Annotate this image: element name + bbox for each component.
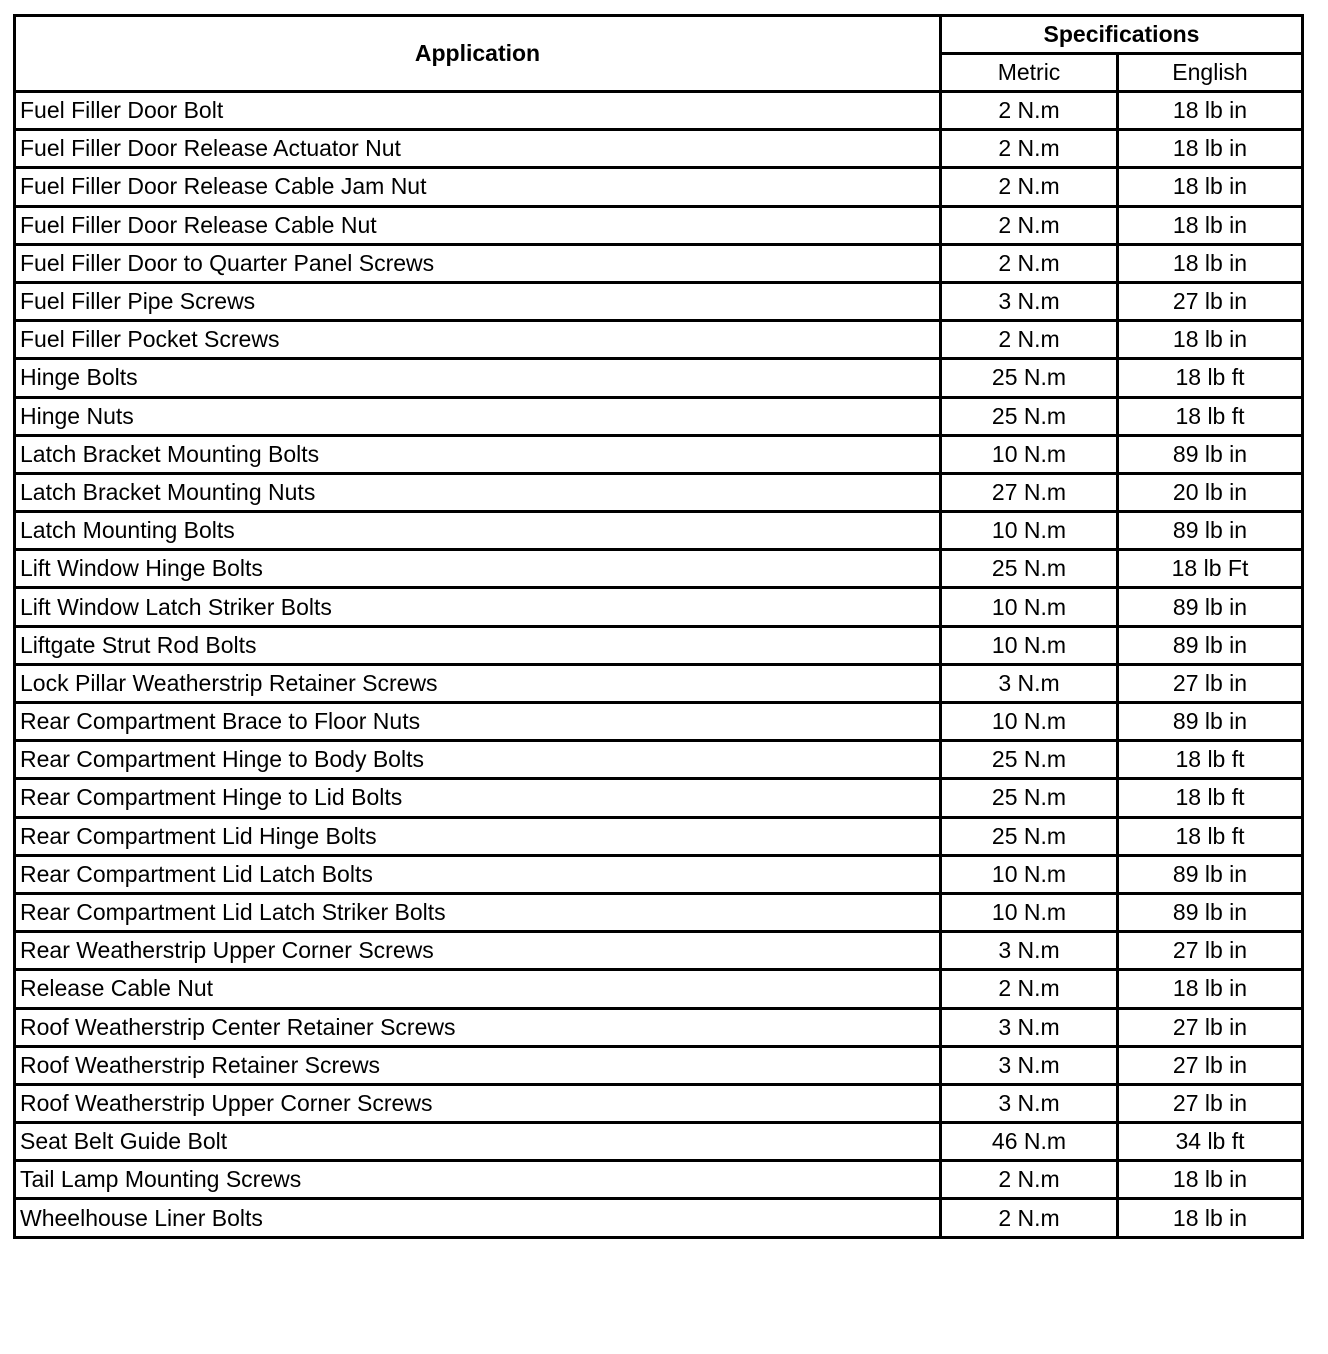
metric-cell: 2 N.m [941, 130, 1118, 168]
table-row [15, 1161, 1303, 1199]
metric-cell: 10 N.m [941, 626, 1118, 664]
table-row [15, 435, 1303, 473]
application-cell: Rear Compartment Hinge to Body Bolts [15, 741, 941, 779]
table-row [15, 741, 1303, 779]
application-cell: Lift Window Hinge Bolts [15, 550, 941, 588]
metric-cell: 3 N.m [941, 282, 1118, 320]
application-cell: Lift Window Latch Striker Bolts [15, 588, 941, 626]
application-cell: Roof Weatherstrip Retainer Screws [15, 1046, 941, 1084]
english-cell: 18 lb ft [1118, 359, 1303, 397]
fastener-spec-table [13, 14, 1304, 1239]
metric-cell: 2 N.m [941, 92, 1118, 130]
application-cell: Fuel Filler Door Release Cable Nut [15, 206, 941, 244]
english-cell: 27 lb in [1118, 1008, 1303, 1046]
header-english: English [1118, 54, 1303, 92]
metric-cell: 2 N.m [941, 1199, 1118, 1237]
metric-cell: 25 N.m [941, 779, 1118, 817]
application-cell: Tail Lamp Mounting Screws [15, 1161, 941, 1199]
english-cell: 18 lb in [1118, 168, 1303, 206]
english-cell: 27 lb in [1118, 282, 1303, 320]
application-cell: Rear Compartment Hinge to Lid Bolts [15, 779, 941, 817]
table-body [15, 92, 1303, 1238]
table-row [15, 397, 1303, 435]
header-application: Application [15, 16, 941, 92]
application-cell: Wheelhouse Liner Bolts [15, 1199, 941, 1237]
application-cell: Rear Compartment Lid Hinge Bolts [15, 817, 941, 855]
metric-cell: 2 N.m [941, 244, 1118, 282]
english-cell: 89 lb in [1118, 435, 1303, 473]
application-cell: Roof Weatherstrip Upper Corner Screws [15, 1084, 941, 1122]
metric-cell: 2 N.m [941, 321, 1118, 359]
metric-cell: 27 N.m [941, 473, 1118, 511]
table-row [15, 1123, 1303, 1161]
metric-cell: 3 N.m [941, 1084, 1118, 1122]
english-cell: 18 lb Ft [1118, 550, 1303, 588]
application-cell: Fuel Filler Door Bolt [15, 92, 941, 130]
table-row [15, 244, 1303, 282]
english-cell: 27 lb in [1118, 664, 1303, 702]
application-cell: Fuel Filler Pipe Screws [15, 282, 941, 320]
table-row [15, 932, 1303, 970]
english-cell: 18 lb in [1118, 92, 1303, 130]
header-row-top [15, 16, 1303, 54]
english-cell: 18 lb in [1118, 206, 1303, 244]
english-cell: 18 lb in [1118, 321, 1303, 359]
table-row [15, 282, 1303, 320]
table-row [15, 512, 1303, 550]
metric-cell: 25 N.m [941, 817, 1118, 855]
application-cell: Latch Bracket Mounting Bolts [15, 435, 941, 473]
table-row [15, 1084, 1303, 1122]
english-cell: 18 lb in [1118, 970, 1303, 1008]
header-specifications: Specifications [941, 16, 1303, 54]
application-cell: Liftgate Strut Rod Bolts [15, 626, 941, 664]
metric-cell: 3 N.m [941, 1046, 1118, 1084]
table-header [15, 16, 1303, 92]
metric-cell: 25 N.m [941, 550, 1118, 588]
table-row [15, 550, 1303, 588]
metric-cell: 10 N.m [941, 855, 1118, 893]
english-cell: 18 lb ft [1118, 779, 1303, 817]
english-cell: 89 lb in [1118, 512, 1303, 550]
application-cell: Fuel Filler Pocket Screws [15, 321, 941, 359]
english-cell: 18 lb ft [1118, 817, 1303, 855]
application-cell: Lock Pillar Weatherstrip Retainer Screws [15, 664, 941, 702]
metric-cell: 3 N.m [941, 932, 1118, 970]
table-row [15, 321, 1303, 359]
metric-cell: 10 N.m [941, 435, 1118, 473]
application-cell: Rear Compartment Brace to Floor Nuts [15, 703, 941, 741]
metric-cell: 10 N.m [941, 703, 1118, 741]
english-cell: 27 lb in [1118, 1084, 1303, 1122]
english-cell: 89 lb in [1118, 893, 1303, 931]
metric-cell: 25 N.m [941, 741, 1118, 779]
metric-cell: 10 N.m [941, 893, 1118, 931]
application-cell: Fuel Filler Door to Quarter Panel Screws [15, 244, 941, 282]
table-row [15, 703, 1303, 741]
metric-cell: 2 N.m [941, 168, 1118, 206]
english-cell: 89 lb in [1118, 703, 1303, 741]
table-row [15, 1046, 1303, 1084]
metric-cell: 2 N.m [941, 970, 1118, 1008]
table-row [15, 206, 1303, 244]
table-row [15, 855, 1303, 893]
metric-cell: 3 N.m [941, 1008, 1118, 1046]
table-row [15, 92, 1303, 130]
application-cell: Seat Belt Guide Bolt [15, 1123, 941, 1161]
table-row [15, 893, 1303, 931]
metric-cell: 10 N.m [941, 512, 1118, 550]
english-cell: 27 lb in [1118, 932, 1303, 970]
table-row [15, 359, 1303, 397]
english-cell: 18 lb in [1118, 1199, 1303, 1237]
application-cell: Rear Compartment Lid Latch Bolts [15, 855, 941, 893]
table-row [15, 817, 1303, 855]
application-cell: Fuel Filler Door Release Cable Jam Nut [15, 168, 941, 206]
table-row [15, 779, 1303, 817]
english-cell: 18 lb in [1118, 1161, 1303, 1199]
application-cell: Hinge Bolts [15, 359, 941, 397]
table-row [15, 626, 1303, 664]
application-cell: Hinge Nuts [15, 397, 941, 435]
metric-cell: 25 N.m [941, 397, 1118, 435]
metric-cell: 46 N.m [941, 1123, 1118, 1161]
english-cell: 18 lb in [1118, 130, 1303, 168]
table-row [15, 1199, 1303, 1237]
metric-cell: 3 N.m [941, 664, 1118, 702]
english-cell: 18 lb ft [1118, 741, 1303, 779]
table-row [15, 970, 1303, 1008]
english-cell: 89 lb in [1118, 855, 1303, 893]
application-cell: Roof Weatherstrip Center Retainer Screws [15, 1008, 941, 1046]
table-row [15, 588, 1303, 626]
metric-cell: 10 N.m [941, 588, 1118, 626]
table-row [15, 168, 1303, 206]
english-cell: 18 lb in [1118, 244, 1303, 282]
metric-cell: 25 N.m [941, 359, 1118, 397]
english-cell: 89 lb in [1118, 626, 1303, 664]
application-cell: Fuel Filler Door Release Actuator Nut [15, 130, 941, 168]
application-cell: Rear Compartment Lid Latch Striker Bolts [15, 893, 941, 931]
english-cell: 18 lb ft [1118, 397, 1303, 435]
english-cell: 34 lb ft [1118, 1123, 1303, 1161]
header-metric: Metric [941, 54, 1118, 92]
table-row [15, 664, 1303, 702]
table-row [15, 130, 1303, 168]
application-cell: Latch Bracket Mounting Nuts [15, 473, 941, 511]
metric-cell: 2 N.m [941, 1161, 1118, 1199]
english-cell: 89 lb in [1118, 588, 1303, 626]
application-cell: Rear Weatherstrip Upper Corner Screws [15, 932, 941, 970]
table-row [15, 1008, 1303, 1046]
english-cell: 20 lb in [1118, 473, 1303, 511]
table-row [15, 473, 1303, 511]
metric-cell: 2 N.m [941, 206, 1118, 244]
english-cell: 27 lb in [1118, 1046, 1303, 1084]
application-cell: Release Cable Nut [15, 970, 941, 1008]
application-cell: Latch Mounting Bolts [15, 512, 941, 550]
